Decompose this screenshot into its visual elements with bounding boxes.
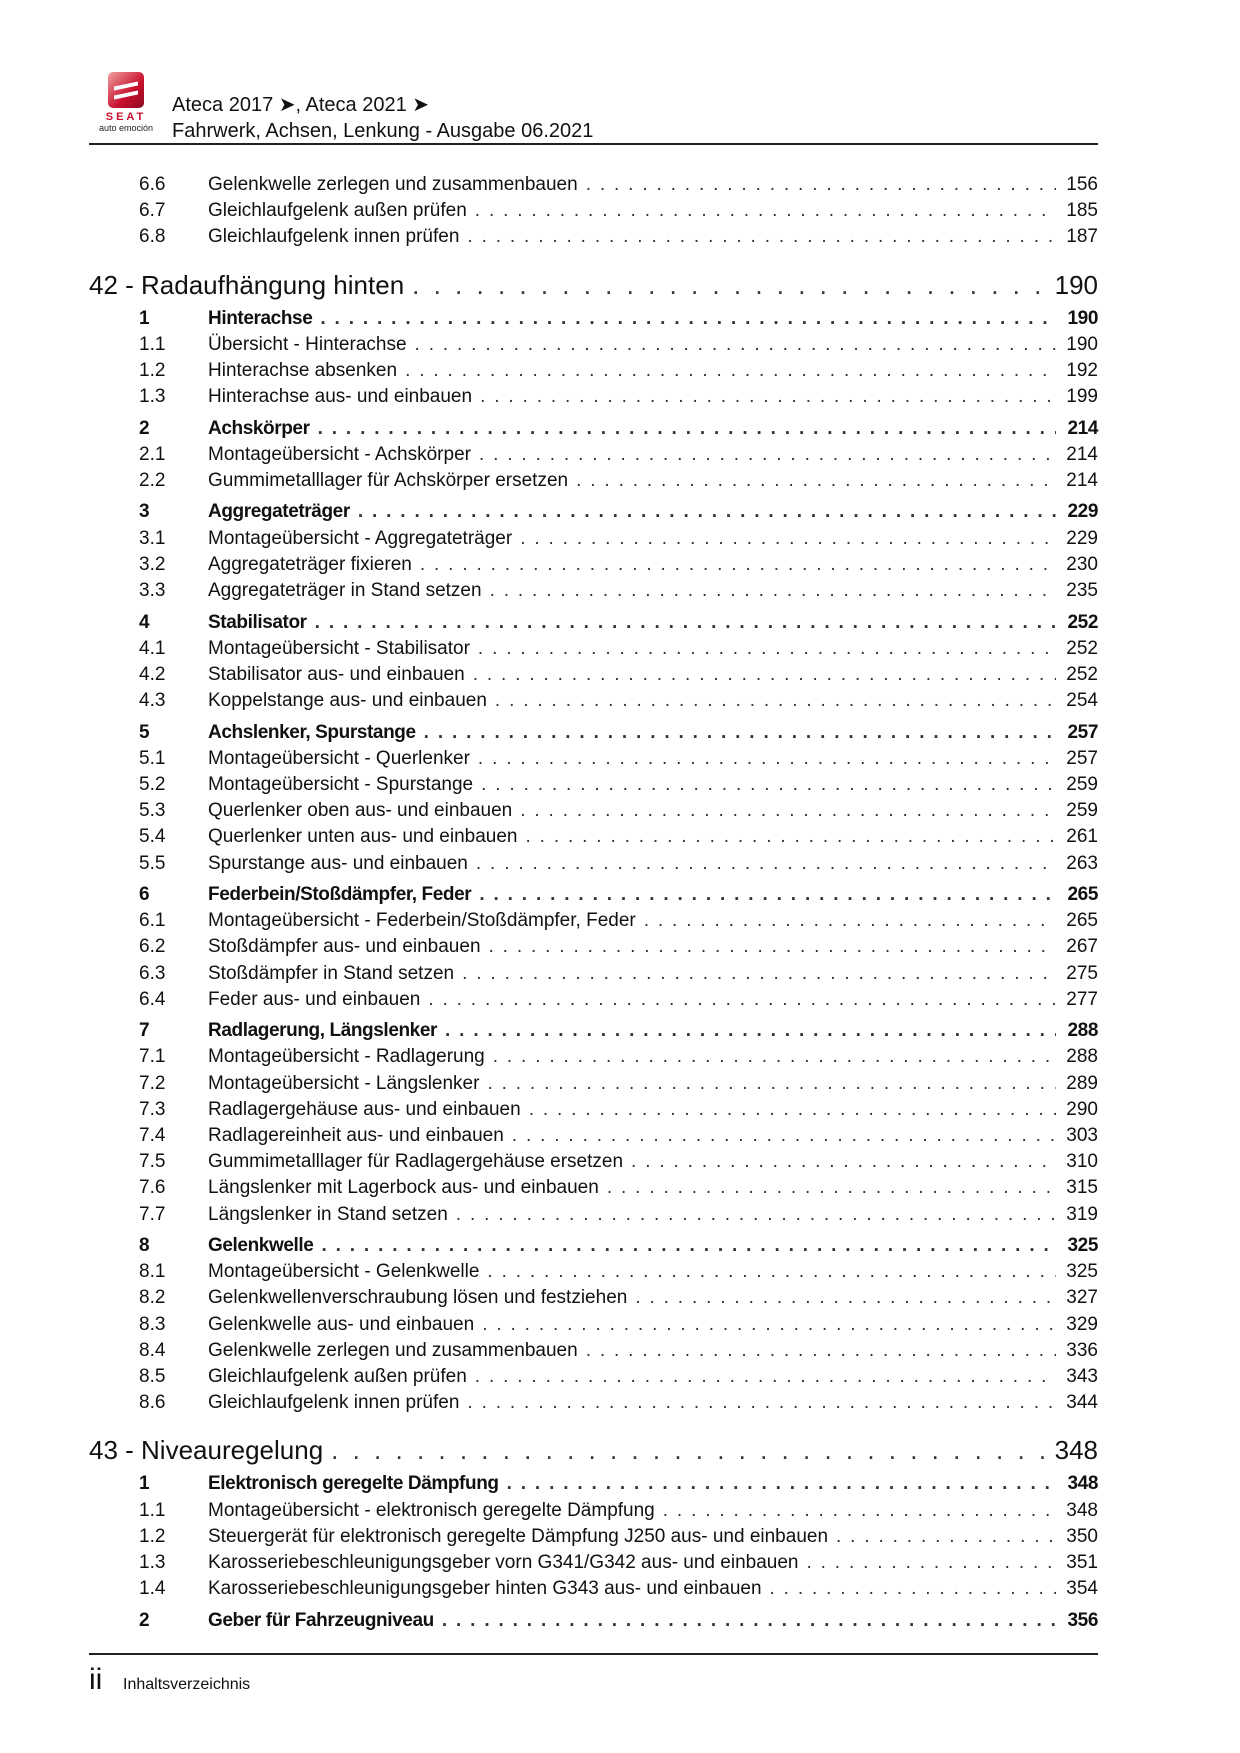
entry-number: 6: [139, 883, 150, 905]
dot-leader: [586, 1340, 1056, 1362]
entry-number: 8.2: [139, 1287, 166, 1309]
dot-leader: [635, 1287, 1056, 1309]
dot-leader: [481, 774, 1056, 796]
dot-leader: [487, 1073, 1056, 1095]
entry-title: Montageübersicht - Aggregateträger: [208, 527, 513, 549]
entry-title: Gelenkwelle zerlegen und zusammenbauen: [208, 174, 578, 195]
header-models: Ateca 2017 ➤, Ateca 2021 ➤: [172, 94, 430, 116]
entry-number: 8: [139, 1235, 150, 1257]
toc-entry[interactable]: [89, 664, 1098, 690]
toc-entry[interactable]: [89, 1125, 1098, 1151]
entry-number: 2: [139, 1609, 150, 1631]
entry-title: Stoßdämpfer aus- und einbauen: [208, 936, 481, 958]
toc-section[interactable]: [89, 308, 1098, 334]
entry-title: Stoßdämpfer in Stand setzen: [208, 962, 455, 984]
entry-number: 7.1: [139, 1046, 166, 1068]
toc-entry[interactable]: [89, 800, 1098, 826]
toc-section[interactable]: [89, 501, 1098, 527]
entry-title: Gelenkwelle zerlegen und zusammenbauen: [208, 1339, 578, 1361]
entry-title: Gelenkwelle aus- und einbauen: [208, 1313, 475, 1335]
toc-entry[interactable]: [89, 1340, 1098, 1366]
toc-entry[interactable]: [89, 200, 1098, 226]
toc-chapter[interactable]: [89, 270, 1098, 306]
dot-leader: [479, 444, 1056, 466]
entry-title: Feder aus- und einbauen: [208, 988, 421, 1010]
toc-entry[interactable]: [89, 1151, 1098, 1177]
entry-page: 327: [1066, 1287, 1098, 1309]
toc-entry[interactable]: [89, 554, 1098, 580]
toc-entry[interactable]: [89, 1578, 1098, 1604]
entry-title: Achskörper: [208, 417, 310, 439]
entry-title: Elektronisch geregelte Dämpfung: [208, 1473, 499, 1495]
dot-leader: [526, 826, 1056, 848]
entry-page: 254: [1066, 690, 1098, 712]
entry-page: 187: [1066, 226, 1098, 248]
dot-leader: [442, 1610, 1056, 1632]
entry-page: 325: [1066, 1261, 1098, 1283]
entry-number: 6.2: [139, 936, 166, 958]
entry-page: 259: [1066, 773, 1098, 795]
entry-number: 5.4: [139, 826, 166, 848]
entry-page: 252: [1066, 637, 1098, 659]
entry-number: 4.1: [139, 637, 166, 659]
toc-section[interactable]: [89, 418, 1098, 444]
entry-number: 4.2: [139, 663, 166, 685]
dot-leader: [462, 963, 1056, 985]
seat-logo: [88, 72, 164, 132]
entry-title: Stabilisator: [208, 611, 307, 633]
entry-number: 8.4: [139, 1339, 166, 1361]
dot-leader: [663, 1500, 1056, 1522]
entry-number: 7.3: [139, 1098, 166, 1120]
entry-title: Gleichlaufgelenk innen prüfen: [208, 226, 460, 248]
entry-title: Montageübersicht - Radlagerung: [208, 1046, 485, 1068]
toc-entry[interactable]: [89, 528, 1098, 554]
entry-title: Montageübersicht - Achskörper: [208, 443, 471, 465]
entry-number: 2: [139, 417, 150, 439]
entry-page: 336: [1066, 1339, 1098, 1361]
entry-number: 3: [139, 501, 150, 523]
dot-leader: [806, 1552, 1056, 1574]
entry-title: Montageübersicht - Federbein/Stoßdämpfer, Feder: [208, 910, 636, 932]
entry-page: 229: [1067, 501, 1098, 523]
entry-number: 7.4: [139, 1124, 166, 1146]
footer-section: Inhaltsverzeichnis: [123, 1676, 251, 1693]
entry-number: 5: [139, 721, 150, 743]
dot-leader: [467, 226, 1056, 248]
entry-title: Karosseriebeschleunigungsgeber hinten G343 aus- und einbauen: [208, 1578, 762, 1600]
toc-entry[interactable]: [89, 1177, 1098, 1203]
entry-page: 277: [1066, 988, 1098, 1010]
entry-title: Radlagereinheit aus- und einbauen: [208, 1124, 504, 1146]
dot-leader: [479, 884, 1056, 906]
toc-entry[interactable]: [89, 1261, 1098, 1287]
entry-page: 190: [1066, 333, 1098, 355]
entry-title: Längslenker in Stand setzen: [208, 1203, 448, 1225]
dot-leader: [631, 1151, 1056, 1173]
entry-page: 199: [1066, 386, 1098, 408]
entry-title: Montageübersicht - Spurstange: [208, 773, 474, 795]
entry-number: 1.4: [139, 1578, 166, 1600]
footer: [89, 1663, 250, 1697]
entry-title: Karosseriebeschleunigungsgeber vorn G341/G342 aus- und einbauen: [208, 1551, 799, 1573]
entry-number: 7.2: [139, 1072, 166, 1094]
dot-leader: [478, 748, 1056, 770]
dot-leader: [495, 690, 1056, 712]
dot-leader: [576, 470, 1056, 492]
toc-entry[interactable]: [89, 470, 1098, 496]
entry-page: 329: [1066, 1313, 1098, 1335]
entry-number: 1.3: [139, 386, 166, 408]
entry-page: 275: [1066, 962, 1098, 984]
entry-page: 325: [1067, 1235, 1098, 1257]
entry-page: 303: [1066, 1124, 1098, 1146]
dot-leader: [586, 174, 1056, 196]
dot-leader: [770, 1578, 1056, 1600]
footer-divider: [89, 1653, 1098, 1655]
header-title: [172, 92, 593, 144]
entry-number: 6.6: [139, 174, 166, 195]
toc-entry[interactable]: [89, 774, 1098, 800]
entry-title: Gummimetalllager für Radlagergehäuse ersetzen: [208, 1151, 624, 1173]
entry-page: 257: [1066, 747, 1098, 769]
dot-leader: [424, 722, 1056, 744]
toc-entry[interactable]: [89, 1287, 1098, 1313]
dot-leader: [489, 936, 1056, 958]
entry-number: 2.2: [139, 469, 166, 491]
entry-title: Montageübersicht - Längslenker: [208, 1072, 480, 1094]
entry-number: 3.1: [139, 527, 166, 549]
entry-number: 7.6: [139, 1177, 166, 1199]
entry-title: Querlenker oben aus- und einbauen: [208, 800, 513, 822]
entry-title: Gleichlaufgelenk außen prüfen: [208, 1365, 467, 1387]
entry-page: 290: [1066, 1098, 1098, 1120]
entry-page: 289: [1066, 1072, 1098, 1094]
entry-page: 192: [1066, 359, 1098, 381]
page-number: ii: [89, 1663, 103, 1696]
entry-page: 288: [1066, 1046, 1098, 1068]
entry-number: 1.3: [139, 1551, 166, 1573]
entry-page: 261: [1066, 826, 1098, 848]
dot-leader: [607, 1177, 1056, 1199]
dot-leader: [445, 1020, 1056, 1042]
toc-entry[interactable]: [89, 1500, 1098, 1526]
toc-entry[interactable]: [89, 1552, 1098, 1578]
entry-page: 156: [1066, 174, 1098, 195]
entry-number: 5.2: [139, 773, 166, 795]
entry-page: 344: [1066, 1392, 1098, 1414]
entry-title: Koppelstange aus- und einbauen: [208, 690, 487, 712]
entry-page: 214: [1066, 443, 1098, 465]
dot-leader: [520, 800, 1056, 822]
toc-entry[interactable]: [89, 444, 1098, 470]
entry-number: 5.3: [139, 800, 166, 822]
dot-leader: [476, 853, 1056, 875]
entry-page: 190: [1067, 307, 1098, 329]
entry-page: 348: [1054, 1435, 1098, 1466]
entry-page: 229: [1066, 527, 1098, 549]
entry-number: 8.3: [139, 1313, 166, 1335]
entry-number: 2.1: [139, 443, 166, 465]
entry-title: Aggregateträger: [208, 501, 350, 523]
dot-leader: [490, 580, 1056, 602]
entry-title: Spurstange aus- und einbauen: [208, 852, 468, 874]
entry-title: Radlagergehäuse aus- und einbauen: [208, 1098, 521, 1120]
entry-title: Montageübersicht - elektronisch geregelte Dämpfung: [208, 1499, 655, 1521]
dot-leader: [482, 1314, 1056, 1336]
dot-leader: [507, 1473, 1056, 1495]
brand-name: SEAT: [105, 111, 147, 123]
entry-title: Hinterachse: [208, 307, 313, 329]
entry-number: 4.3: [139, 690, 166, 712]
entry-page: 354: [1066, 1578, 1098, 1600]
toc-chapter[interactable]: [89, 1435, 1098, 1471]
dot-leader: [331, 1435, 1046, 1466]
dot-leader: [321, 1235, 1056, 1257]
entry-page: 288: [1067, 1020, 1098, 1042]
toc-entry[interactable]: [89, 226, 1098, 252]
dot-leader: [420, 554, 1056, 576]
entry-page: 265: [1066, 910, 1098, 932]
entry-title: Montageübersicht - Stabilisator: [208, 637, 470, 659]
entry-number: 6.1: [139, 910, 166, 932]
toc-entry[interactable]: [89, 690, 1098, 716]
entry-page: 214: [1066, 469, 1098, 491]
toc-entry[interactable]: [89, 1073, 1098, 1099]
toc-entry[interactable]: [89, 910, 1098, 936]
entry-page: 214: [1067, 417, 1098, 439]
entry-number: 7.5: [139, 1151, 166, 1173]
entry-title: Montageübersicht - Gelenkwelle: [208, 1261, 480, 1283]
toc-entry[interactable]: [89, 1046, 1098, 1072]
toc-entry[interactable]: [89, 748, 1098, 774]
entry-title: Querlenker unten aus- und einbauen: [208, 826, 518, 848]
toc-section[interactable]: [89, 612, 1098, 638]
entry-page: 319: [1066, 1203, 1098, 1225]
header-subject: Fahrwerk, Achsen, Lenkung - Ausgabe 06.2021: [172, 120, 594, 142]
entry-page: 185: [1066, 200, 1098, 222]
dot-leader: [493, 1046, 1056, 1068]
dot-leader: [318, 418, 1056, 440]
entry-page: 351: [1066, 1551, 1098, 1573]
entry-page: 190: [1054, 269, 1098, 300]
dot-leader: [512, 1125, 1056, 1147]
entry-title: Steuergerät für elektronisch geregelte Dämpfung J250 aus- und einbauen: [208, 1525, 829, 1547]
entry-number: 3.3: [139, 580, 166, 602]
dot-leader: [456, 1204, 1056, 1226]
entry-page: 235: [1066, 580, 1098, 602]
entry-number: 1.2: [139, 359, 166, 381]
entry-page: 257: [1067, 721, 1098, 743]
dot-leader: [467, 1392, 1056, 1414]
dot-leader: [320, 308, 1056, 330]
entry-title: 42 - Radaufhängung hinten: [89, 269, 405, 300]
entry-number: 8.6: [139, 1392, 166, 1414]
entry-page: 252: [1066, 663, 1098, 685]
toc-entry[interactable]: [89, 989, 1098, 1015]
entry-title: Übersicht - Hinterachse: [208, 333, 407, 355]
entry-page: 315: [1066, 1177, 1098, 1199]
entry-page: 267: [1066, 936, 1098, 958]
entry-number: 8.5: [139, 1365, 166, 1387]
entry-number: 3.2: [139, 553, 166, 575]
entry-page: 259: [1066, 800, 1098, 822]
toc-entry[interactable]: [89, 826, 1098, 852]
dot-leader: [478, 638, 1056, 660]
toc-section[interactable]: [89, 1473, 1098, 1499]
seat-badge-icon: [108, 72, 144, 108]
dot-leader: [520, 528, 1056, 550]
toc-entry[interactable]: [89, 386, 1098, 412]
dot-leader: [475, 200, 1056, 222]
entry-title: Montageübersicht - Querlenker: [208, 747, 470, 769]
entry-title: Längslenker mit Lagerbock aus- und einbauen: [208, 1177, 599, 1199]
entry-title: Federbein/Stoßdämpfer, Feder: [208, 883, 472, 905]
dot-leader: [315, 612, 1056, 634]
toc-entry[interactable]: [89, 853, 1098, 879]
dot-leader: [529, 1099, 1056, 1121]
entry-number: 1.1: [139, 1499, 166, 1521]
entry-page: 265: [1067, 883, 1098, 905]
toc-section[interactable]: [89, 1020, 1098, 1046]
entry-page: 348: [1066, 1499, 1098, 1521]
toc-entry[interactable]: [89, 1314, 1098, 1340]
entry-page: 343: [1066, 1365, 1098, 1387]
entry-title: Gleichlaufgelenk außen prüfen: [208, 200, 467, 222]
entry-page: 310: [1066, 1151, 1098, 1173]
toc-section[interactable]: [89, 1235, 1098, 1261]
entry-title: Hinterachse aus- und einbauen: [208, 386, 473, 408]
entry-title: Aggregateträger in Stand setzen: [208, 580, 482, 602]
entry-number: 5.1: [139, 747, 166, 769]
dot-leader: [358, 501, 1056, 523]
dot-leader: [415, 334, 1056, 356]
entry-number: 4: [139, 611, 150, 633]
toc-entry[interactable]: [89, 174, 1098, 200]
dot-leader: [480, 386, 1056, 408]
entry-number: 7: [139, 1020, 150, 1042]
toc-entry[interactable]: [89, 1392, 1098, 1418]
entry-title: Stabilisator aus- und einbauen: [208, 663, 465, 685]
entry-number: 1: [139, 1473, 150, 1495]
dot-leader: [644, 910, 1056, 932]
entry-number: 1: [139, 307, 150, 329]
entry-title: Gummimetalllager für Achskörper ersetzen: [208, 469, 569, 491]
entry-title: 43 - Niveauregelung: [89, 1435, 324, 1466]
toc-entry[interactable]: [89, 1099, 1098, 1125]
toc-section[interactable]: [89, 1610, 1098, 1636]
entry-title: Gelenkwellenverschraubung lösen und festziehen: [208, 1287, 628, 1309]
entry-title: Aggregateträger fixieren: [208, 553, 412, 575]
entry-title: Achslenker, Spurstange: [208, 721, 416, 743]
entry-number: 6.7: [139, 200, 166, 222]
dot-leader: [405, 360, 1056, 382]
entry-page: 356: [1067, 1609, 1098, 1631]
toc-entry[interactable]: [89, 963, 1098, 989]
toc-entry[interactable]: [89, 638, 1098, 664]
entry-page: 252: [1067, 611, 1098, 633]
entry-number: 7.7: [139, 1203, 166, 1225]
toc-section[interactable]: [89, 884, 1098, 910]
entry-page: 350: [1066, 1525, 1098, 1547]
dot-leader: [473, 664, 1056, 686]
header-divider: [89, 143, 1098, 145]
dot-leader: [836, 1526, 1056, 1548]
entry-number: 5.5: [139, 852, 166, 874]
toc-entry[interactable]: [89, 1366, 1098, 1392]
entry-number: 8.1: [139, 1261, 166, 1283]
toc-section[interactable]: [89, 722, 1098, 748]
entry-number: 6.8: [139, 226, 166, 248]
entry-title: Gleichlaufgelenk innen prüfen: [208, 1392, 460, 1414]
toc-entry[interactable]: [89, 1204, 1098, 1230]
toc-entry[interactable]: [89, 1526, 1098, 1552]
entry-number: 6.3: [139, 962, 166, 984]
entry-page: 348: [1067, 1473, 1098, 1495]
entry-page: 230: [1066, 553, 1098, 575]
dot-leader: [487, 1261, 1056, 1283]
toc-entry[interactable]: [89, 360, 1098, 386]
entry-title: Hinterachse absenken: [208, 359, 398, 381]
brand-slogan: auto emoción: [98, 123, 154, 133]
toc-entry[interactable]: [89, 936, 1098, 962]
toc-entry[interactable]: [89, 580, 1098, 606]
dot-leader: [428, 989, 1056, 1011]
entry-number: 6.4: [139, 988, 166, 1010]
entry-number: 1.2: [139, 1525, 166, 1547]
entry-page: 263: [1066, 852, 1098, 874]
toc-entry[interactable]: [89, 334, 1098, 360]
entry-number: 1.1: [139, 333, 166, 355]
entry-title: Radlagerung, Längslenker: [208, 1020, 438, 1042]
entry-title: Gelenkwelle: [208, 1235, 314, 1257]
entry-title: Geber für Fahrzeugniveau: [208, 1609, 434, 1631]
table-of-contents: [89, 174, 1098, 1636]
dot-leader: [475, 1366, 1056, 1388]
dot-leader: [412, 270, 1046, 301]
